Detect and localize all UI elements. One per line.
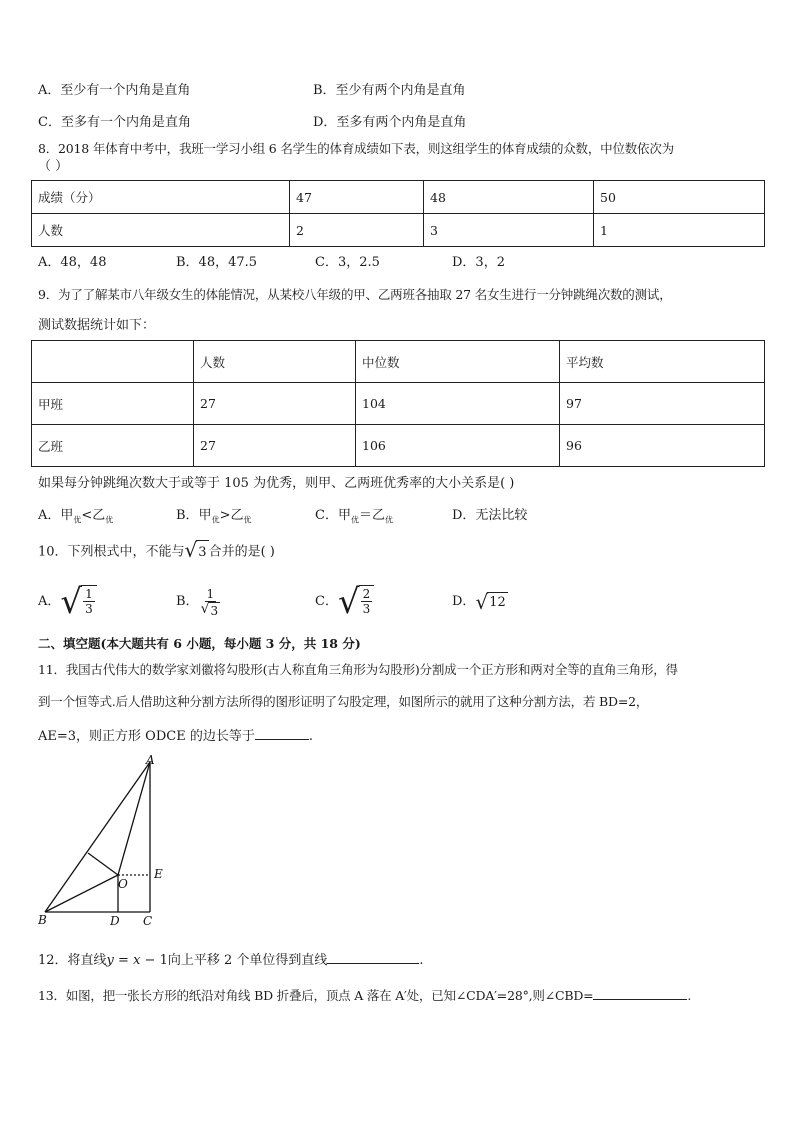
q12-eq-y: y bbox=[106, 953, 114, 968]
q8-cell: 48 bbox=[424, 181, 594, 214]
q8-stem-line1: 8．2018 年体育中考中，我班一学习小组 6 名学生的体育成绩如下表，则这组学生的体育成绩的众数，中位数依次为 bbox=[38, 141, 674, 156]
fig-line-ab bbox=[45, 762, 150, 912]
q9-cell: 人数 bbox=[194, 341, 356, 383]
q9-cell: 97 bbox=[560, 383, 765, 425]
q10-option-c-label: C． bbox=[315, 594, 338, 609]
q9-table-row bbox=[32, 425, 765, 467]
q9-stem-line1: 9．为了了解某市八年级女生的体能情况，从某校八年级的甲、乙两班各抽取 27 名女生进行一分钟跳绳次数的测试， bbox=[38, 287, 672, 302]
q9-option-c-label: C．甲 bbox=[315, 508, 351, 523]
q12-eq-x: x bbox=[133, 953, 141, 968]
q13 bbox=[38, 985, 691, 1005]
q11-line1: 11．我国古代伟大的数学家刘徽将勾股形(古人称直角三角形为勾股形)分割成一个正方形和两对全等的直角三角形，得 bbox=[38, 662, 678, 677]
q9-option-b-rel: >乙 bbox=[219, 508, 244, 523]
fig-label-a: A bbox=[146, 753, 155, 767]
q8-option-b: B．48，47.5 bbox=[176, 255, 258, 270]
q10-option-c-radical: √ $\frac{2}{3}$ bbox=[338, 585, 374, 619]
q9-table-row bbox=[32, 383, 765, 425]
q10-stem-radicand: 3 bbox=[196, 540, 208, 564]
q9-cell: 乙班 bbox=[32, 425, 194, 467]
q8-table bbox=[31, 180, 765, 247]
q8-cell: 人数 bbox=[32, 214, 290, 247]
q9-option-b-sub2: 优 bbox=[243, 515, 252, 525]
q11-line2: 到一个恒等式.后人借助这种分割方法所得的图形证明了勾股定理，如图所示的就用了这种分割方法，若 BD=2， bbox=[38, 694, 649, 709]
q10-option-a-den: 3 bbox=[85, 602, 93, 616]
q7-option-c: C．至多有一个内角是直角 bbox=[38, 115, 191, 130]
q9-table-header-row bbox=[32, 341, 765, 383]
q8-option-a: A．48，48 bbox=[38, 255, 107, 270]
q10-stem-radical: √ 3 bbox=[184, 538, 207, 562]
q11-line3-text: AE=3，则正方形 ODCE 的边长等于 bbox=[38, 729, 255, 744]
q8-cell: 47 bbox=[290, 181, 424, 214]
fig-line-of bbox=[88, 853, 118, 875]
q9-cell: 104 bbox=[356, 383, 560, 425]
q9-option-d: D．无法比较 bbox=[452, 508, 528, 523]
q8-table-row bbox=[32, 214, 765, 247]
q9-cell: 96 bbox=[560, 425, 765, 467]
q8-table-header-row bbox=[32, 181, 765, 214]
fig-label-c: C bbox=[143, 914, 153, 928]
q10-stem bbox=[38, 540, 275, 564]
q9-cell bbox=[32, 341, 194, 383]
q10-option-d-label: D． bbox=[452, 594, 476, 609]
q10-option-d bbox=[452, 582, 508, 622]
q10-option-d-radicand: 12 bbox=[487, 592, 508, 612]
q11-line3-end: . bbox=[308, 729, 313, 744]
q10-option-a-label: A． bbox=[38, 594, 61, 609]
q9-option-b-label: B．甲 bbox=[176, 508, 212, 523]
q10-option-a-num: 1 bbox=[85, 587, 93, 601]
q10-option-b-label: B． bbox=[176, 594, 199, 609]
q9-option-b bbox=[176, 507, 251, 530]
q9-cell: 甲班 bbox=[32, 383, 194, 425]
fig-label-d: D bbox=[110, 914, 120, 928]
q9-condition: 如果每分钟跳绳次数大于或等于 105 为优秀，则甲、乙两班优秀率的大小关系是( ) bbox=[38, 476, 515, 491]
fig-label-b: B bbox=[38, 913, 47, 927]
q7-option-b: B．至少有两个内角是直角 bbox=[313, 83, 466, 98]
q7-option-d: D．至多有两个内角是直角 bbox=[313, 115, 467, 130]
q9-cell: 106 bbox=[356, 425, 560, 467]
q9-option-c-rel: ＝乙 bbox=[358, 508, 385, 523]
q12-end: . bbox=[419, 953, 424, 968]
q9-cell: 27 bbox=[194, 425, 356, 467]
q12-pre: 12．将直线 bbox=[38, 953, 107, 968]
q7-option-a: A．至少有一个内角是直角 bbox=[38, 83, 191, 98]
q9-option-a bbox=[38, 507, 113, 530]
q9-option-a-rel: <乙 bbox=[81, 508, 106, 523]
q9-table bbox=[31, 340, 765, 467]
q13-end: . bbox=[687, 988, 692, 1003]
q11-line3 bbox=[38, 725, 313, 746]
q8-option-c: C．3，2.5 bbox=[315, 255, 380, 270]
q9-option-c bbox=[315, 507, 393, 530]
q11-figure bbox=[30, 752, 180, 932]
q9-option-a-sub1: 优 bbox=[73, 515, 82, 525]
q9-option-c-sub1: 优 bbox=[350, 515, 359, 525]
q10-option-d-radical: √ 12 bbox=[475, 590, 506, 614]
section2-title: 二、填空题(本大题共有 6 小题，每小题 3 分，共 18 分) bbox=[38, 636, 361, 651]
fig-line-bo bbox=[45, 875, 118, 912]
q11-answer-blank bbox=[255, 725, 309, 740]
q8-cell: 1 bbox=[594, 214, 765, 247]
q12-answer-blank bbox=[327, 949, 419, 964]
q12 bbox=[38, 949, 424, 970]
q8-option-d: D．3，2 bbox=[452, 255, 505, 270]
q10-option-b-den: 3 bbox=[210, 603, 219, 618]
q12-post: 向上平移 2 个单位得到直线 bbox=[167, 953, 328, 968]
fig-label-e: E bbox=[154, 867, 163, 881]
q12-eq-eq: = bbox=[113, 953, 134, 968]
q10-option-c bbox=[315, 582, 374, 622]
q9-option-a-label: A．甲 bbox=[38, 508, 74, 523]
q10-option-b-num: 1 bbox=[206, 586, 215, 601]
q10-option-a-radical: √ $\frac{1}{3}$ bbox=[60, 585, 96, 619]
q10-option-b bbox=[176, 582, 222, 622]
q9-cell: 中位数 bbox=[356, 341, 560, 383]
q12-eq-rest: − 1 bbox=[140, 953, 168, 968]
q13-text: 13．如图，把一张长方形的纸沿对角线 BD 折叠后，顶点 A 落在 A′处，已知∠CDA′=28°,则∠CBD= bbox=[38, 988, 594, 1003]
fig-label-o: O bbox=[118, 877, 128, 891]
q10-option-a bbox=[38, 582, 97, 622]
q9-option-c-sub2: 优 bbox=[384, 515, 393, 525]
q9-option-a-sub2: 优 bbox=[105, 515, 114, 525]
q10-stem-post: 合并的是( ) bbox=[208, 544, 275, 560]
q13-answer-blank bbox=[593, 985, 687, 1000]
q9-option-b-sub1: 优 bbox=[211, 515, 220, 525]
q10-option-c-den: 3 bbox=[362, 602, 371, 616]
q8-stem-line2: （ ） bbox=[38, 159, 69, 174]
q9-cell: 27 bbox=[194, 383, 356, 425]
q8-cell: 50 bbox=[594, 181, 765, 214]
q10-stem-pre: 10．下列根式中，不能与 bbox=[38, 544, 185, 560]
q9-stem-line2: 测试数据统计如下： bbox=[38, 318, 156, 333]
q10-option-c-num: 2 bbox=[362, 587, 371, 601]
fig-line-oa bbox=[118, 762, 150, 875]
q8-cell: 2 bbox=[290, 214, 424, 247]
q10-option-b-radical: √ 3 bbox=[200, 600, 219, 618]
q9-cell: 平均数 bbox=[560, 341, 765, 383]
q8-cell: 成绩（分） bbox=[32, 181, 290, 214]
q8-cell: 3 bbox=[424, 214, 594, 247]
